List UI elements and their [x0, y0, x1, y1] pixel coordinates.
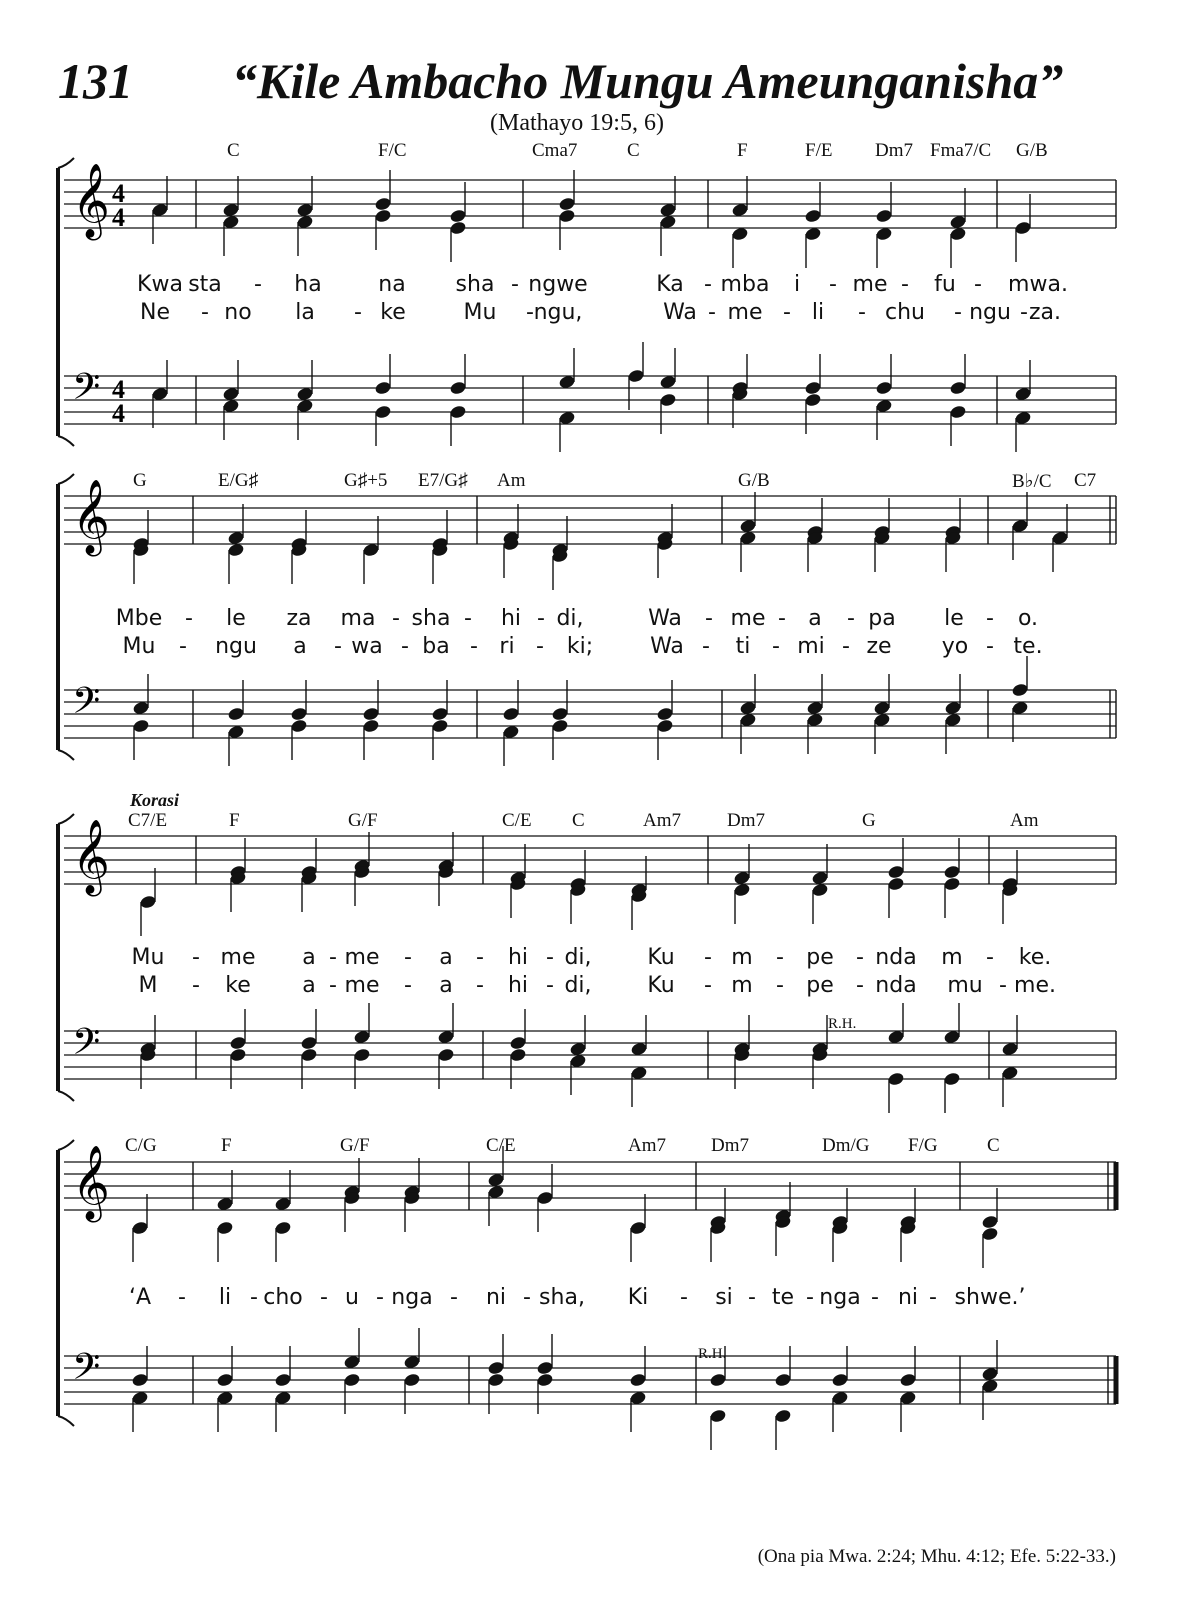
chord-symbol: G/B — [738, 470, 770, 491]
lyric-syllable: - — [680, 1285, 688, 1310]
lyric-syllable: - — [901, 272, 909, 297]
lyric-syllable: - — [320, 1285, 328, 1310]
lyric-syllable: - — [704, 973, 712, 998]
lyric-syllable: sha — [411, 606, 451, 631]
bass-notehead — [290, 706, 308, 721]
lyric-syllable: si — [715, 1285, 733, 1310]
lyric-syllable: sha, — [539, 1285, 585, 1310]
lyric-syllable: Wa — [663, 300, 697, 325]
lyric-syllable: li — [811, 300, 825, 325]
chord-symbol: Dm7 — [727, 810, 765, 831]
right-hand-marking: R.H. — [828, 1016, 857, 1032]
lyric-syllable: - — [708, 300, 716, 325]
treble-notehead — [804, 208, 822, 223]
bass-clef-icon: 𝄢 — [72, 1021, 101, 1072]
lyric-syllable: za — [286, 606, 312, 631]
lyric-syllable: - — [192, 945, 200, 970]
bass-notehead — [216, 1372, 234, 1387]
treble-notehead — [449, 208, 467, 223]
bass-notehead — [362, 706, 380, 721]
lyric-syllable: ke — [225, 973, 251, 998]
chord-symbol: F — [229, 810, 240, 831]
bass-notehead — [804, 380, 822, 395]
lyric-syllable: Ku — [647, 945, 675, 970]
treble-notehead — [943, 864, 961, 879]
lyric-syllable: nga — [819, 1285, 861, 1310]
lyric-syllable: Mu — [122, 634, 156, 659]
bass-notehead — [131, 1372, 149, 1387]
lyric-syllable: - — [392, 606, 400, 631]
lyric-syllable: mwa. — [1008, 272, 1068, 297]
chord-symbol: G — [862, 810, 876, 831]
chord-symbol: C — [572, 810, 585, 831]
lyric-syllable: - — [783, 300, 791, 325]
lyric-syllable: me — [344, 973, 380, 998]
bass-notehead — [229, 1047, 247, 1062]
lyric-syllable: na — [378, 272, 406, 297]
lyric-syllable: - — [523, 1285, 531, 1310]
lyric-syllable: a — [808, 606, 822, 631]
lyric-syllable: - — [986, 606, 994, 631]
treble-notehead — [1014, 220, 1032, 235]
bass-notehead — [487, 1372, 505, 1387]
lyric-syllable: - — [201, 300, 209, 325]
bass-notehead — [774, 1408, 792, 1423]
lyric-syllable: chu — [885, 300, 925, 325]
chord-symbol: C7/E — [128, 810, 168, 831]
lyric-syllable: ke. — [1018, 945, 1052, 970]
lyric-syllable: - — [856, 973, 864, 998]
bass-notehead — [437, 1047, 455, 1062]
lyric-syllable: - — [536, 634, 544, 659]
bass-notehead — [353, 1047, 371, 1062]
bass-notehead — [449, 404, 467, 419]
chord-symbol: F/C — [378, 140, 407, 161]
lyric-syllable: - — [974, 272, 982, 297]
lyric-syllable: - — [847, 606, 855, 631]
chord-symbol: G♯+5 — [344, 470, 388, 491]
lyric-syllable: pe — [806, 945, 834, 970]
bass-notehead — [343, 1372, 361, 1387]
bass-notehead — [1011, 682, 1029, 697]
lyric-syllable: a — [439, 945, 453, 970]
treble-notehead — [875, 208, 893, 223]
lyric-syllable: - — [334, 634, 342, 659]
lyric-syllable: ki; — [566, 634, 594, 659]
bass-notehead — [949, 380, 967, 395]
treble-notehead — [558, 208, 576, 223]
treble-notehead — [536, 1190, 554, 1205]
bass-notehead — [431, 706, 449, 721]
lyric-syllable: hi — [507, 945, 529, 970]
lyric-syllable: sha — [455, 272, 495, 297]
lyric-syllable: - — [776, 973, 784, 998]
bracket-bottom-hook — [58, 750, 74, 760]
chord-symbol: C7 — [1074, 470, 1097, 491]
treble-notehead — [139, 894, 157, 909]
lyric-syllable: te. — [1013, 634, 1043, 659]
lyric-syllable: - — [748, 1285, 756, 1310]
lyric-syllable: Mbe — [115, 606, 163, 631]
bass-notehead — [362, 718, 380, 733]
lyric-syllable: - — [329, 945, 337, 970]
lyric-syllable: ke — [380, 300, 406, 325]
lyric-syllable: le — [944, 606, 964, 631]
chord-symbol: Am — [1010, 810, 1039, 831]
chord-symbol: G/F — [340, 1135, 370, 1156]
lyric-syllable: Ka — [656, 272, 684, 297]
lyric-syllable: - — [705, 606, 713, 631]
chord-symbol: Fma7/C — [930, 140, 992, 161]
lyric-syllable: - — [999, 973, 1007, 998]
chord-symbol: G/F — [348, 810, 378, 831]
hymn-title: “Kile Ambacho Mungu Ameunganisha” — [232, 53, 1064, 109]
bracket-bottom-hook — [58, 1416, 74, 1426]
chorus-label: Korasi — [130, 790, 180, 810]
treble-notehead — [131, 1220, 149, 1235]
lyric-syllable: i — [793, 272, 801, 297]
bass-notehead — [943, 1071, 961, 1086]
chord-symbol: Dm7 — [875, 140, 913, 161]
lyric-syllable: - — [354, 300, 362, 325]
chord-symbol: F/E — [805, 140, 833, 161]
lyric-syllable: nga — [391, 1285, 433, 1310]
treble-notehead — [887, 876, 905, 891]
lyric-syllable: - — [450, 1285, 458, 1310]
chord-symbol: E/G♯ — [218, 470, 259, 491]
lyric-syllable: u — [345, 1285, 359, 1310]
lyric-syllable: - — [778, 606, 786, 631]
lyric-syllable: - — [179, 634, 187, 659]
treble-notehead — [629, 1220, 647, 1235]
bass-notehead — [536, 1360, 554, 1375]
lyric-syllable: - — [842, 634, 850, 659]
lyric-syllable: a — [302, 945, 316, 970]
bass-notehead — [774, 1372, 792, 1387]
chord-symbol: Am — [497, 470, 526, 491]
lyric-syllable: - — [702, 634, 710, 659]
lyric-syllable: sta — [188, 272, 222, 297]
bass-notehead — [374, 380, 392, 395]
lyric-syllable: di, — [556, 606, 584, 631]
bass-notehead — [274, 1372, 292, 1387]
lyric-syllable: - — [192, 973, 200, 998]
lyric-syllable: mba — [720, 272, 770, 297]
lyric-syllable: - — [404, 945, 412, 970]
lyric-syllable: - — [178, 1285, 186, 1310]
lyric-syllable: - — [185, 606, 193, 631]
chord-symbol: E7/G♯ — [418, 470, 468, 491]
bass-notehead — [132, 718, 150, 733]
lyric-syllable: - — [871, 1285, 879, 1310]
chord-symbol: Dm7 — [711, 1135, 749, 1156]
treble-notehead — [887, 864, 905, 879]
treble-notehead — [943, 876, 961, 891]
lyric-syllable: ngu — [215, 634, 257, 659]
lyric-syllable: ‘A — [128, 1285, 152, 1310]
chord-symbol: C/E — [502, 810, 532, 831]
lyric-syllable: me — [852, 272, 888, 297]
treble-notehead — [374, 196, 392, 211]
chord-symbol: Am7 — [628, 1135, 666, 1156]
lyric-syllable: - — [856, 945, 864, 970]
lyric-syllable: - — [401, 634, 409, 659]
lyric-syllable: - — [546, 973, 554, 998]
lyric-syllable: - — [329, 973, 337, 998]
lyric-syllable: ri — [499, 634, 515, 659]
bracket-bottom-hook — [58, 436, 74, 446]
bass-time-signature-top: 4 — [112, 375, 125, 404]
bass-notehead — [551, 718, 569, 733]
lyric-syllable: mu — [947, 973, 983, 998]
chord-symbol: C/E — [486, 1135, 516, 1156]
bass-time-signature-bottom: 4 — [112, 399, 125, 428]
chord-symbol: F — [221, 1135, 232, 1156]
lyric-syllable: pe — [806, 973, 834, 998]
lyric-syllable: - — [986, 634, 994, 659]
lyric-syllable: hi — [507, 973, 529, 998]
lyric-syllable: ngwe — [528, 272, 588, 297]
bass-clef-icon: 𝄢 — [72, 366, 101, 417]
footnote: (Ona pia Mwa. 2:24; Mhu. 4:12; Efe. 5:22-33.) — [757, 1546, 1116, 1567]
chord-symbol: B♭/C — [1012, 471, 1052, 492]
treble-notehead — [274, 1220, 292, 1235]
lyric-syllable: Kwa — [137, 272, 183, 297]
bass-notehead — [509, 1047, 527, 1062]
treble-clef-icon: 𝄞 — [72, 1146, 110, 1220]
lyric-syllable: o. — [1017, 606, 1039, 631]
lyric-syllable: - — [476, 973, 484, 998]
hymn-number: 131 — [58, 53, 133, 109]
treble-notehead — [981, 1226, 999, 1241]
bass-notehead — [290, 718, 308, 733]
lyric-syllable: - — [526, 300, 534, 325]
lyric-syllable: yo — [941, 634, 969, 659]
lyric-syllable: Mu — [463, 300, 497, 325]
lyric-syllable: M — [138, 973, 158, 998]
lyric-syllable: - — [546, 945, 554, 970]
lyric-syllable: - — [772, 634, 780, 659]
lyric-syllable: Mu — [131, 945, 165, 970]
bass-notehead — [502, 706, 520, 721]
bass-notehead — [949, 404, 967, 419]
lyric-syllable: - — [986, 945, 994, 970]
lyric-syllable: - — [470, 634, 478, 659]
lyric-syllable: shwe.’ — [954, 1285, 1026, 1310]
bass-notehead — [875, 380, 893, 395]
treble-notehead — [449, 220, 467, 235]
lyric-syllable: me — [220, 945, 256, 970]
lyric-syllable: no — [224, 300, 252, 325]
chord-symbol: Dm/G — [822, 1135, 870, 1156]
lyric-syllable: wa — [351, 634, 383, 659]
chord-symbol: Cma7 — [532, 140, 578, 161]
bass-clef-icon: 𝄢 — [72, 680, 101, 731]
lyric-syllable: - — [476, 945, 484, 970]
bass-notehead — [627, 368, 645, 383]
lyric-syllable: - — [376, 1285, 384, 1310]
lyric-syllable: a — [302, 973, 316, 998]
lyric-syllable: - — [929, 1285, 937, 1310]
lyric-syllable: di, — [564, 973, 592, 998]
chord-symbol: C — [627, 140, 640, 161]
lyric-syllable: te — [771, 1285, 795, 1310]
lyric-syllable: li — [218, 1285, 232, 1310]
treble-clef-icon: 𝄞 — [72, 480, 110, 554]
lyric-syllable: - — [776, 945, 784, 970]
right-hand-marking: R.H. — [698, 1346, 727, 1362]
lyric-syllable: nda — [875, 945, 917, 970]
bass-notehead — [831, 1372, 849, 1387]
bass-notehead — [374, 404, 392, 419]
lyric-syllable: ha — [294, 272, 322, 297]
lyric-syllable: Ku — [647, 973, 675, 998]
lyric-syllable: m — [731, 945, 753, 970]
bass-notehead — [431, 718, 449, 733]
chord-symbol: Am7 — [643, 810, 681, 831]
lyric-syllable: ma — [340, 606, 376, 631]
lyric-syllable: cho — [263, 1285, 303, 1310]
treble-notehead — [374, 208, 392, 223]
lyric-syllable: m — [731, 973, 753, 998]
lyric-syllable: la — [295, 300, 315, 325]
treble-clef-icon: 𝄞 — [72, 820, 110, 894]
lyric-syllable: - — [537, 606, 545, 631]
bass-notehead — [656, 718, 674, 733]
lyric-syllable: Ki — [627, 1285, 649, 1310]
chord-symbol: G — [133, 470, 147, 491]
bass-notehead — [709, 1372, 727, 1387]
lyric-syllable: me — [730, 606, 766, 631]
chord-symbol: C — [227, 140, 240, 161]
lyric-syllable: nda — [875, 973, 917, 998]
lyric-syllable: - — [704, 945, 712, 970]
lyric-syllable: ba — [422, 634, 450, 659]
lyric-syllable: ti — [735, 634, 751, 659]
lyric-syllable: me — [344, 945, 380, 970]
bass-notehead — [899, 1372, 917, 1387]
chord-symbol: C — [987, 1135, 1000, 1156]
bass-notehead — [229, 1035, 247, 1050]
lyric-syllable: Wa — [648, 606, 682, 631]
bass-notehead — [659, 392, 677, 407]
lyric-syllable: pa — [868, 606, 896, 631]
chord-symbol: F — [737, 140, 748, 161]
lyric-syllable: - — [1020, 300, 1028, 325]
lyric-syllable: a — [293, 634, 307, 659]
lyric-syllable: me. — [1014, 973, 1056, 998]
bass-notehead — [629, 1372, 647, 1387]
bass-notehead — [449, 380, 467, 395]
lyric-syllable: le — [226, 606, 246, 631]
lyric-syllable: hi — [500, 606, 522, 631]
lyric-syllable: fu — [934, 272, 956, 297]
bass-notehead — [709, 1408, 727, 1423]
treble-clef-icon: 𝄞 — [72, 164, 110, 238]
treble-notehead — [558, 196, 576, 211]
lyric-syllable: di, — [564, 945, 592, 970]
lyric-syllable: - — [858, 300, 866, 325]
lyric-syllable: - — [954, 300, 962, 325]
lyric-syllable: ni — [485, 1285, 507, 1310]
lyric-syllable: ngu — [969, 300, 1011, 325]
bass-notehead — [887, 1071, 905, 1086]
bass-notehead — [551, 706, 569, 721]
lyric-syllable: - — [250, 1285, 258, 1310]
lyric-syllable: a — [439, 973, 453, 998]
lyric-syllable: - — [829, 272, 837, 297]
lyric-syllable: - — [704, 272, 712, 297]
chord-symbol: G/B — [1016, 140, 1048, 161]
lyric-syllable: mi — [797, 634, 825, 659]
lyric-syllable: - — [511, 272, 519, 297]
treble-notehead — [981, 1214, 999, 1229]
bass-notehead — [403, 1372, 421, 1387]
lyric-syllable: - — [254, 272, 262, 297]
lyric-syllable: Wa — [650, 634, 684, 659]
lyric-syllable: ni — [897, 1285, 919, 1310]
lyric-syllable: ze — [866, 634, 892, 659]
bass-notehead — [804, 392, 822, 407]
scripture-reference: (Mathayo 19:5, 6) — [490, 110, 664, 136]
bass-notehead — [487, 1360, 505, 1375]
bass-clef-icon: 𝄢 — [72, 1346, 101, 1397]
lyric-syllable: - — [404, 973, 412, 998]
treble-notehead — [216, 1220, 234, 1235]
bass-notehead — [300, 1047, 318, 1062]
chord-symbol: F/G — [908, 1135, 938, 1156]
bass-notehead — [509, 1035, 527, 1050]
lyric-syllable: Ne — [140, 300, 170, 325]
bass-notehead — [656, 706, 674, 721]
lyric-syllable: ngu, — [533, 300, 583, 325]
bass-notehead — [300, 1035, 318, 1050]
chord-symbol: C/G — [125, 1135, 157, 1156]
lyric-syllable: za. — [1028, 300, 1062, 325]
lyric-syllable: m — [941, 945, 963, 970]
treble-time-signature-top: 4 — [112, 179, 125, 208]
treble-time-signature-bottom: 4 — [112, 203, 125, 232]
bass-notehead — [227, 706, 245, 721]
lyric-syllable: - — [806, 1285, 814, 1310]
bracket-bottom-hook — [58, 1091, 74, 1101]
lyric-syllable: - — [464, 606, 472, 631]
bass-notehead — [536, 1372, 554, 1387]
lyric-syllable: me — [727, 300, 763, 325]
